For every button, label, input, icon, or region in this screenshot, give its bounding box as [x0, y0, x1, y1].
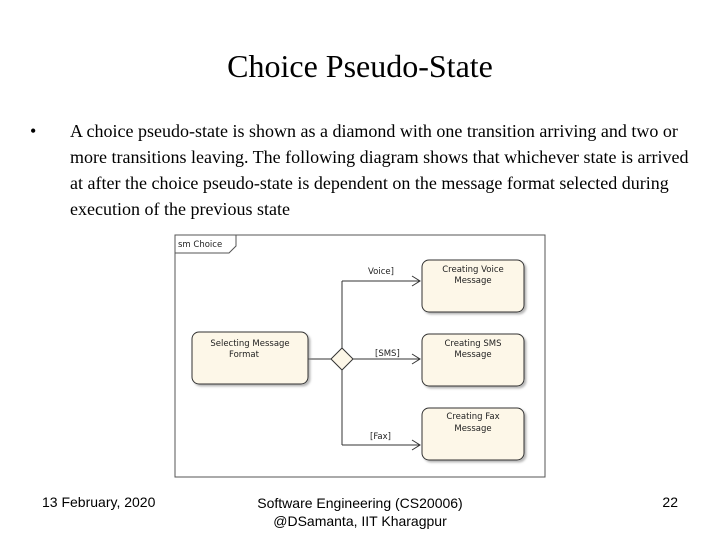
state-sms-line2: Message: [454, 350, 492, 360]
bullet-text: A choice pseudo-state is shown as a diamond with one transition arriving and two or more transitions leaving. The following diagram shows that whichever state is arrived at after the choice pseudo-state is dependent on the message format selected during execution of the previous state: [70, 121, 689, 219]
state-sms-line1: Creating SMS: [444, 339, 502, 349]
footer-date: 13 February, 2020: [42, 494, 156, 510]
state-voice-line1: Creating Voice: [442, 265, 504, 275]
frame-label: sm Choice: [178, 240, 223, 250]
state-creating-voice-message: [422, 260, 524, 312]
guard-sms: [SMS]: [375, 349, 400, 359]
footer-course-info: [0, 494, 720, 530]
state-selecting-line1: Selecting Message: [210, 339, 290, 349]
state-selecting-line2: Format: [229, 350, 259, 360]
state-creating-sms-message: [422, 334, 524, 386]
state-creating-fax-message: [422, 408, 524, 460]
guard-voice: Voice]: [368, 267, 394, 277]
slide-title: Choice Pseudo-State: [227, 48, 493, 84]
footer-author: @DSamanta, IIT Kharagpur: [273, 513, 447, 529]
state-fax-line2: Message: [454, 424, 492, 434]
state-machine-diagram: [174, 234, 548, 480]
guard-fax: [Fax]: [370, 432, 391, 442]
state-fax-line1: Creating Fax: [446, 412, 500, 422]
state-selecting-message-format: [192, 332, 308, 384]
state-voice-line2: Message: [454, 276, 492, 286]
footer-course: Software Engineering (CS20006): [257, 495, 463, 511]
bullet-dot-icon: •: [30, 121, 37, 141]
page-number: 22: [662, 494, 678, 510]
